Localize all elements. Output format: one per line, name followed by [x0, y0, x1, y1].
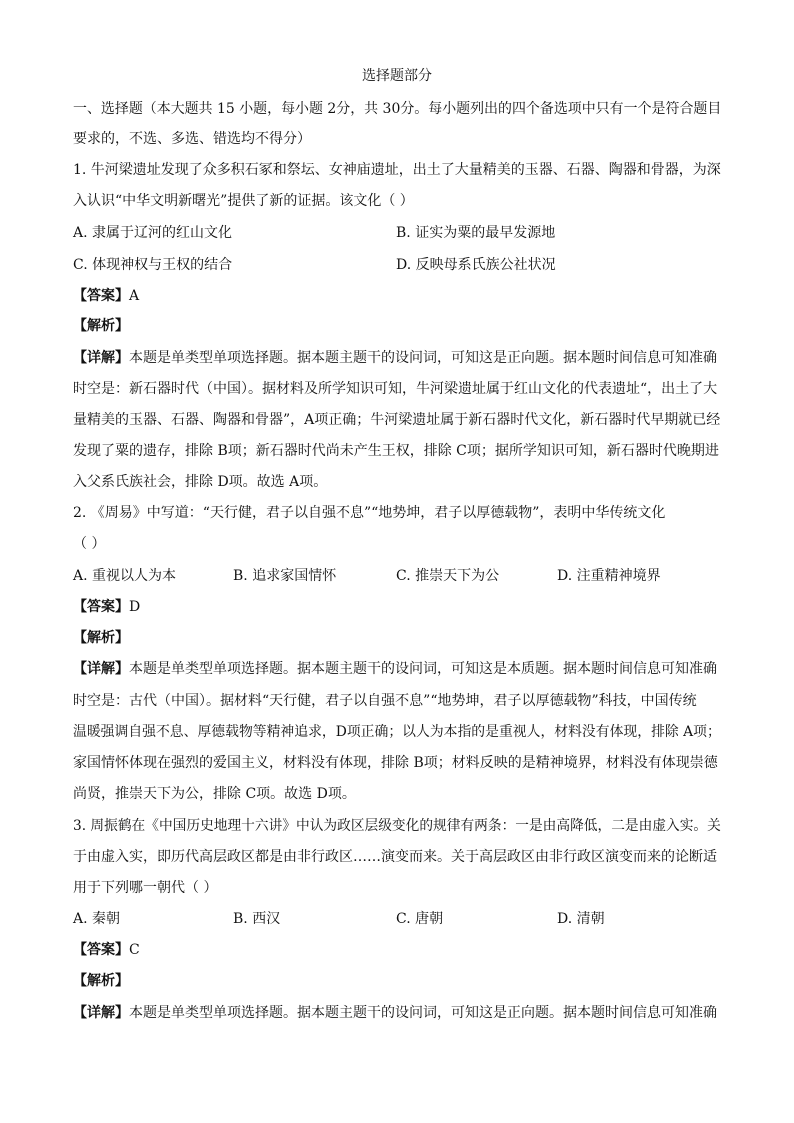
q2-detail-text-1: 本题是单类型单项选择题。据本题主题干的设问词，可知这是本质题。据本题时间信息可知准确: [129, 661, 717, 677]
q1-detail-line-4: 发现了粟的遗存，排除 B项；新石器时代尚未产生王权，排除 C项；据所学知识可知，新石器时代晚期进: [73, 443, 719, 459]
q1-detail-line-1: [73, 348, 717, 368]
q1-option-a: A. 隶属于辽河的红山文化: [73, 225, 233, 241]
q2-answer: [73, 597, 140, 617]
q2-analysis-label: 【解析】: [73, 630, 129, 646]
q2-detail-line-2: 时空是：古代（中国）。据材料“天行健，君子以自强不息”“地势坤，君子以厚德载物”科技，中国传统: [73, 693, 697, 709]
instructions-line-1: 一、选择题（本大题共 15 小题，每小题 2分，共 30分。每小题列出的四个备选项中只有一个是符合题目: [73, 101, 722, 117]
q3-detail-label: 【详解】: [73, 1005, 129, 1021]
q3-stem-line-3: 用于下列哪一朝代（ ）: [73, 880, 218, 896]
q1-detail-line-5: 入父系氏族社会，排除 D项。故选 A项。: [73, 474, 328, 490]
q2-detail-line-4: 家国情怀体现在强烈的爱国主义，材料没有体现，排除 B项；材料反映的是精神境界，材料没有体现崇德: [73, 755, 718, 771]
q2-detail-line-3: 温暖强调自强不息、厚德载物等精神追求，D项正确；以人为本指的是重视人，材料没有体现，排除 A项；: [73, 724, 721, 740]
q1-detail-label: 【详解】: [73, 350, 129, 366]
q2-answer-label: 【答案】: [73, 599, 129, 615]
q3-answer-value: C: [129, 942, 140, 958]
q1-stem-line-1: 1. 牛河梁遗址发现了众多积石冢和祭坛、女神庙遗址，出土了大量精美的玉器、石器、陶器和骨器，为深: [73, 162, 721, 178]
q2-answer-value: D: [129, 599, 141, 615]
q1-detail-text-1: 本题是单类型单项选择题。据本题主题干的设问词，可知这是正向题。据本题时间信息可知准确: [129, 350, 717, 366]
q3-answer: [73, 940, 140, 960]
q1-answer: [73, 286, 139, 306]
q2-detail-line-5: 尚贤，推崇天下为公，排除 C项。故选 D项。: [73, 786, 356, 802]
q3-analysis-label: 【解析】: [73, 973, 129, 989]
q2-stem-line-2: （ ）: [73, 536, 106, 552]
q3-detail-text-1: 本题是单类型单项选择题。据本题主题干的设问词，可知这是正向题。据本题时间信息可知准确: [129, 1005, 717, 1021]
q3-option-c: C. 唐朝: [396, 911, 444, 927]
q1-detail-line-2: 时空是：新石器时代（中国）。据材料及所学知识可知，牛河梁遗址属于红山文化的代表遗址“，出土了大: [73, 381, 718, 397]
q2-option-c: C. 推崇天下为公: [396, 568, 500, 584]
q1-analysis-label: 【解析】: [73, 318, 129, 334]
q3-stem-line-1: 3. 周振鹤在《中国历史地理十六讲》中认为政区层级变化的规律有两条：一是由高降低，二是由虚入实。关: [73, 818, 721, 834]
q2-option-b: B. 追求家国情怀: [233, 568, 337, 584]
section-title: 选择题部分: [362, 68, 432, 84]
q2-detail-line-1: [73, 659, 717, 679]
q2-stem-line-1: 2. 《周易》中写道：“天行健，君子以自强不息”“地势坤，君子以厚德载物”，表明中华传统文化: [73, 505, 666, 521]
q3-answer-label: 【答案】: [73, 942, 129, 958]
q3-option-b: B. 西汉: [233, 911, 281, 927]
q1-option-d: D. 反映母系氏族公社状况: [396, 257, 556, 273]
q2-detail-label: 【详解】: [73, 661, 129, 677]
q1-option-b: B. 证实为粟的最早发源地: [396, 225, 556, 241]
q2-option-d: D. 注重精神境界: [557, 568, 661, 584]
instructions-line-2: 要求的，不选、多选、错选均不得分）: [73, 131, 311, 147]
q1-answer-label: 【答案】: [73, 288, 129, 304]
q1-detail-line-3: 量精美的玉器、石器、陶器和骨器”，A项正确；牛河梁遗址属于新石器时代文化，新石器时代早期就已经: [73, 412, 721, 428]
q2-option-a: A. 重视以人为本: [73, 568, 177, 584]
q3-detail-line-1: [73, 1003, 717, 1023]
q3-option-d: D. 清朝: [557, 911, 605, 927]
q1-option-c: C. 体现神权与王权的结合: [73, 257, 233, 273]
q3-stem-line-2: 于由虚入实，即历代高层政区都是由非行政区……演变而来。关于高层政区由非行政区演变而来的论断适: [73, 849, 717, 865]
q3-option-a: A. 秦朝: [73, 911, 121, 927]
q1-stem-line-2: 入认识“中华文明新曙光”提供了新的证据。该文化（ ）: [73, 193, 414, 209]
q1-answer-value: A: [129, 288, 140, 304]
